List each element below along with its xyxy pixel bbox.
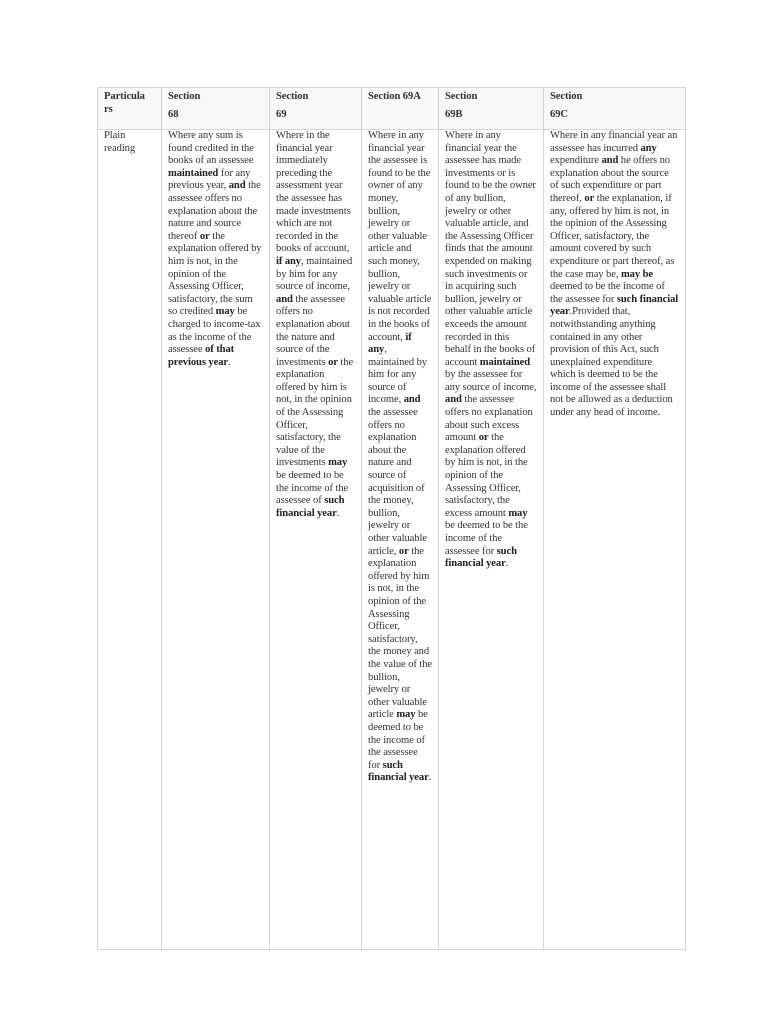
section-69-text [276, 130, 355, 520]
emphasis-text: may [396, 709, 416, 721]
text-segment: . [336, 507, 340, 519]
text-segment: Where in any financial year the assessee has made investments or is found to be the owner of any bullion, jewelry or other valuable article, and the Assessing Officer finds that the amount expended on making such investments or in acquiring such bullion, jewelry or other valuable article exceeds the amount recorded in this behalf in the books of account [445, 130, 536, 368]
header-69-line1: Section [276, 91, 309, 102]
header-row [98, 88, 686, 130]
text-segment: be deemed to be the income of the assessee for [445, 520, 528, 557]
emphasis-text: of that previous year [168, 344, 235, 368]
emphasis-text: and [601, 155, 619, 167]
header-69a-line1: Section 69A [368, 91, 421, 102]
text-segment: . [228, 356, 231, 368]
emphasis-text: any [640, 142, 657, 154]
emphasis-text: maintained [479, 356, 531, 368]
emphasis-text: and [403, 394, 421, 406]
cell-section-69b [439, 130, 544, 950]
emphasis-text: or [328, 356, 338, 368]
text-segment: the assessee offers no explanation about the nature and source thereof [168, 180, 261, 242]
cell-section-68 [162, 130, 270, 950]
cell-section-69 [270, 130, 362, 950]
text-segment: he offers no explanation about the source of such expenditure or part thereof, [550, 155, 671, 204]
section-68-text [168, 130, 263, 369]
emphasis-text: such financial year [276, 495, 345, 519]
emphasis-text: or [398, 545, 409, 557]
emphasis-text: if any [276, 255, 302, 267]
emphasis-text: such financial year [445, 545, 517, 570]
header-68-line1: Section [168, 91, 201, 102]
cell-section-69a [362, 130, 439, 950]
text-segment: expenditure [550, 155, 602, 167]
text-segment: . [428, 772, 432, 784]
section-69c-text [550, 130, 679, 420]
header-69-line2: 69 [276, 108, 287, 120]
header-particulars [98, 88, 162, 130]
section-69a-text [368, 130, 432, 785]
text-segment: Where in any financial year the assessee is found to be the owner of any money, bullion, jewelry or other valuable article and such money, bullion, jewelry or valuable article is not recorded in the books of account, [368, 130, 432, 343]
cell-section-69c [544, 130, 686, 950]
emphasis-text: or [584, 192, 595, 204]
header-particulars-line1: Particula [104, 91, 145, 102]
section-69b-text [445, 130, 537, 571]
header-section-69b [439, 88, 544, 130]
emphasis-text: such financial year [368, 759, 429, 784]
header-section-69 [270, 88, 362, 130]
header-69b-line2: 69B [445, 108, 463, 120]
text-segment: the explanation offered by him is not, in the opinion of the Assessing Officer, satisfactory, the value of the investments [276, 356, 354, 469]
text-segment: the explanation offered by him is not, in the opinion of the Assessing Officer, satisfactory, the sum so credited [168, 230, 262, 318]
emphasis-text: and [445, 394, 462, 406]
emphasis-text: and [276, 293, 293, 305]
emphasis-text: or [478, 432, 489, 444]
text-segment: be deemed to be the income of the assessee for [368, 709, 428, 771]
text-segment: the explanation offered by him is not, in the opinion of the Assessing Officer, satisfactory, the excess amount [445, 432, 528, 519]
sections-comparison-table [97, 87, 686, 950]
emphasis-text: may [215, 306, 235, 318]
text-segment: be deemed to be the income of the assessee of [276, 470, 349, 507]
header-section-69c [544, 88, 686, 130]
text-segment: deemed to be the income of the assessee for [550, 281, 665, 305]
text-segment: , maintained by him for any source of income, [276, 255, 353, 293]
text-segment: the explanation offered by him is not, in the opinion of the Assessing Officer, satisfactory, the money and the value of the bullion, jewelry or other valuable article [368, 545, 432, 721]
emphasis-text: may [508, 507, 528, 519]
text-segment: by the assessee for any source of income, [445, 369, 537, 393]
text-segment: Where in any financial year an assessee has incurred [550, 130, 678, 154]
text-segment: the explanation, if any, offered by him is not, in the opinion of the Assessing Officer, satisfactory, the amount covered by such expenditure or part thereof, as the case may be, [550, 192, 675, 280]
text-segment: the assessee offers no explanation about the nature and source of the investments [276, 293, 350, 368]
header-particulars-line2: rs [104, 103, 113, 115]
header-section-69a [362, 88, 439, 130]
text-segment: Where in the financial year immediately preceding the assessment year the assessee has made investments which are not recorded in the books of account, [276, 130, 351, 255]
emphasis-text: or [199, 230, 210, 242]
row-label: Plain reading [104, 130, 136, 154]
text-segment: .Provided that, notwithstanding anything contained in any other provision of this Act, such unexplained expenditure which is deemed to be the income of the assessee shall not be allowed as a deduction under any head of income. [550, 306, 673, 419]
row-label-cell [98, 130, 162, 950]
text-segment: . [505, 558, 509, 570]
header-69c-line2: 69C [550, 108, 568, 120]
text-segment: for any previous year, [168, 167, 251, 192]
text-segment: the assessee offers no explanation about the nature and source of acquisition of the money, bullion, jewelry or other valuable article, [368, 407, 427, 557]
text-segment: , maintained by him for any source of income, [368, 344, 428, 406]
plain-reading-row [98, 130, 686, 950]
emphasis-text: may be [620, 268, 654, 280]
text-segment: Where any sum is found credited in the books of an assessee [168, 130, 254, 167]
header-68-line2: 68 [168, 108, 179, 120]
emphasis-text: maintained [168, 167, 219, 179]
text-segment: the assessee offers no explanation about such excess amount [445, 394, 533, 444]
emphasis-text: such financial year [550, 293, 679, 318]
text-segment: be charged to income-tax as the income of the assessee [168, 306, 261, 356]
emphasis-text: if any [368, 331, 412, 356]
header-section-68 [162, 88, 270, 130]
header-69b-line1: Section [445, 91, 478, 102]
header-69c-line1: Section [550, 91, 583, 102]
emphasis-text: may [328, 457, 348, 469]
emphasis-text: and [228, 180, 246, 192]
